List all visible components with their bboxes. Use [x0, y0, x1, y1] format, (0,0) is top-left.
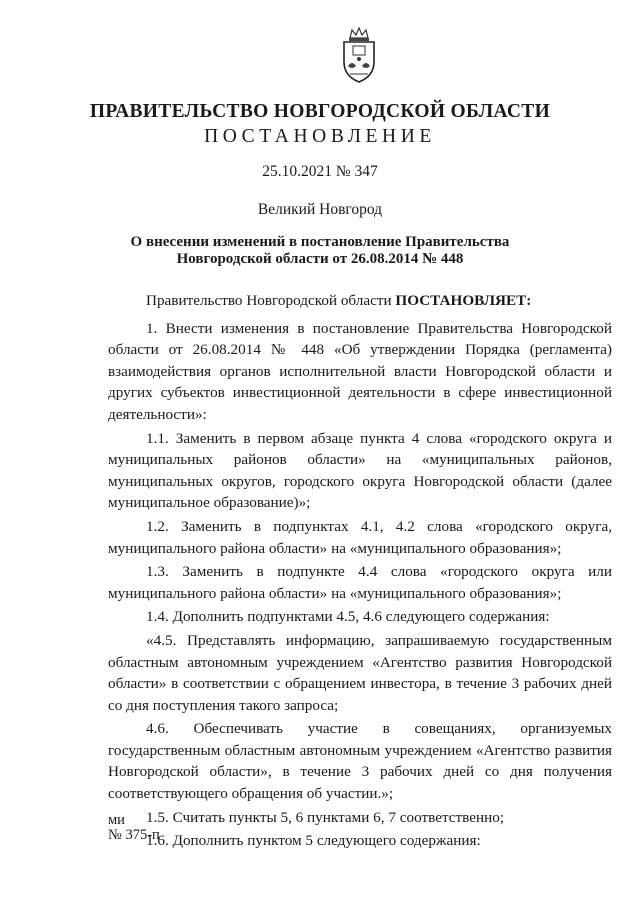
footer-initials: ми [108, 812, 125, 828]
intro-text: Правительство Новгородской области [146, 292, 396, 309]
paragraph-1-5: 1.5. Считать пункты 5, 6 пунктами 6, 7 соответственно; [146, 808, 505, 826]
novgorod-coat-of-arms-icon [338, 26, 380, 84]
government-title: ПРАВИТЕЛЬСТВО НОВГОРОДСКОЙ ОБЛАСТИ [89, 101, 551, 122]
document-subject [0, 234, 640, 268]
paragraph-1-6: 1.6. Дополнить пунктом 5 следующего содержания: [146, 832, 481, 850]
paragraph-1-4: 1.4. Дополнить подпунктами 4.5, 4.6 следующего содержания: [146, 608, 550, 626]
footer-ref-number: № 375-п [108, 827, 160, 843]
paragraph-4-5: «4.5. Представлять информацию, запрашиваемую государственным областным автономным учреждением «Агентство развития Новгородской области» в соответствии с обращением инвестора, в течение 3 рабочих дней со дня поступления такого запроса; [108, 631, 612, 714]
paragraph-4-6: 4.6. Обеспечивать участие в совещаниях, организуемых государственным областным автономным учреждением «Агентство развития Новгородской области», в течение 3 рабочих дней со дня получения соответствующего обращения об участии.»; [108, 720, 612, 803]
document-place: Великий Новгород [257, 201, 383, 218]
intro-paragraph [108, 290, 612, 312]
subject-line-1: О внесении изменений в постановление Правительства [130, 234, 510, 250]
subject-line-2: Новгородской области от 26.08.2014 № 448 [176, 251, 464, 267]
document-body [108, 290, 612, 852]
document-date-number: 25.10.2021 № 347 [262, 163, 378, 180]
paragraph-1: 1. Внести изменения в постановление Правительства Новгородской области от 26.08.2014 № 448 «Об утверждении Порядка (регламента) взаимодействия органов исполнительной власти Новгородской области и других субъектов инвестиционной деятельности в сфере инвестиционной деятельности»: [108, 319, 612, 423]
paragraph-1-3: 1.3. Заменить в подпункте 4.4 слова «городского округа или муниципального района области» на «муниципального образования»; [108, 563, 612, 602]
paragraph-1-2: 1.2. Заменить в подпунктах 4.1, 4.2 слова «городского округа, муниципального района области» на «муниципального образования»; [108, 517, 612, 557]
footer-reference [108, 813, 160, 843]
paragraph-1-1: 1.1. Заменить в первом абзаце пункта 4 слова «городского округа и муниципальных районов области» на «муниципальных районов, муниципальных округов, городского округа Новгородской области (далее муниципальное образование)»; [108, 429, 612, 512]
intro-resolves: ПОСТАНОВЛЯЕТ: [395, 292, 532, 309]
document-type: ПОСТАНОВЛЕНИЕ [204, 126, 436, 147]
